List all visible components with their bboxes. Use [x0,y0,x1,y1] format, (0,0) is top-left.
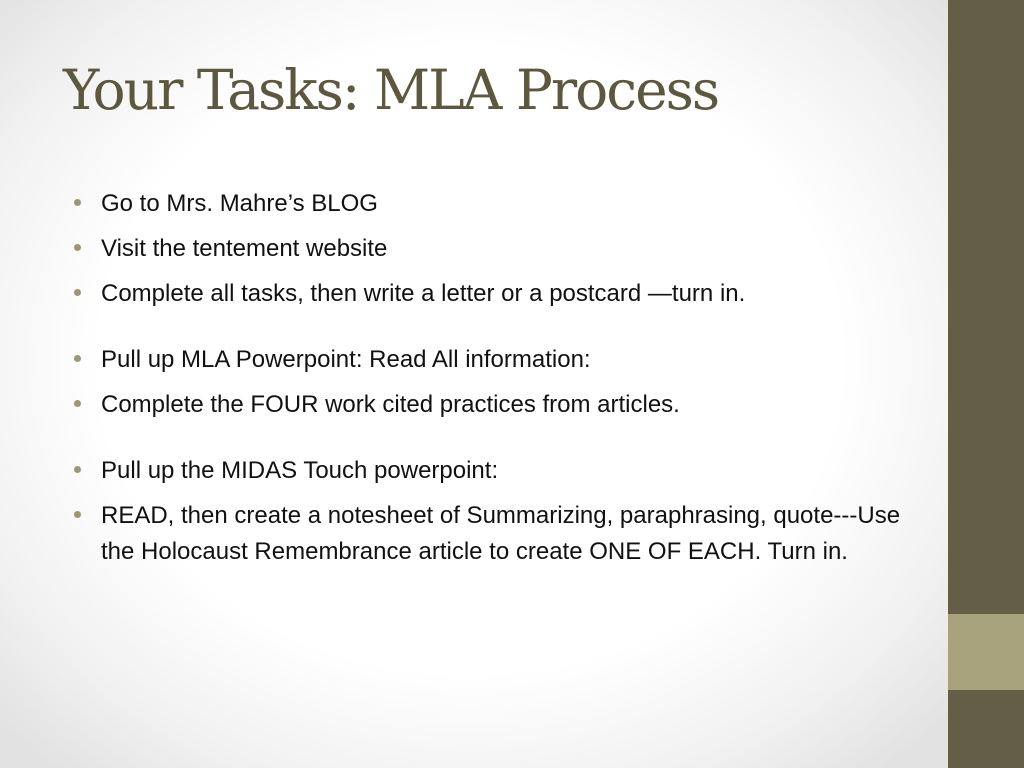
bullet-dot-icon [74,466,81,473]
bullet-item [72,342,902,378]
bullet-text: Complete all tasks, then write a letter or a postcard —turn in. [101,280,746,307]
bullet-group-3 [72,453,902,570]
sidebar-accent-block [948,614,1024,690]
bullet-dot-icon [74,199,81,206]
slide-title: Your Tasks: MLA Process [63,58,719,122]
bullet-text: Visit the tentement website [101,235,388,262]
bullet-dot-icon [74,355,81,362]
bullet-text: Go to Mrs. Mahre’s BLOG [101,190,378,217]
bullet-dot-icon [74,244,81,251]
bullet-item [72,231,902,267]
bullet-dot-icon [74,289,81,296]
bullet-item [72,498,902,570]
bullet-item [72,387,902,423]
bullet-group-1 [72,186,902,312]
bullet-text: Pull up MLA Powerpoint: Read All information: [101,346,591,373]
bullet-dot-icon [74,511,81,518]
bullet-item [72,186,902,222]
bullet-dot-icon [74,400,81,407]
bullet-group-2 [72,342,902,423]
slide-body [72,186,902,579]
bullet-text: Complete the FOUR work cited practices from articles. [101,391,680,418]
bullet-text: Pull up the MIDAS Touch powerpoint: [101,457,499,484]
bullet-text: READ, then create a notesheet of Summarizing, paraphrasing, quote---Use the Holocaust Remembrance article to create ONE OF EACH. Turn in. [101,502,901,565]
bullet-item [72,453,902,489]
bullet-item [72,276,902,312]
